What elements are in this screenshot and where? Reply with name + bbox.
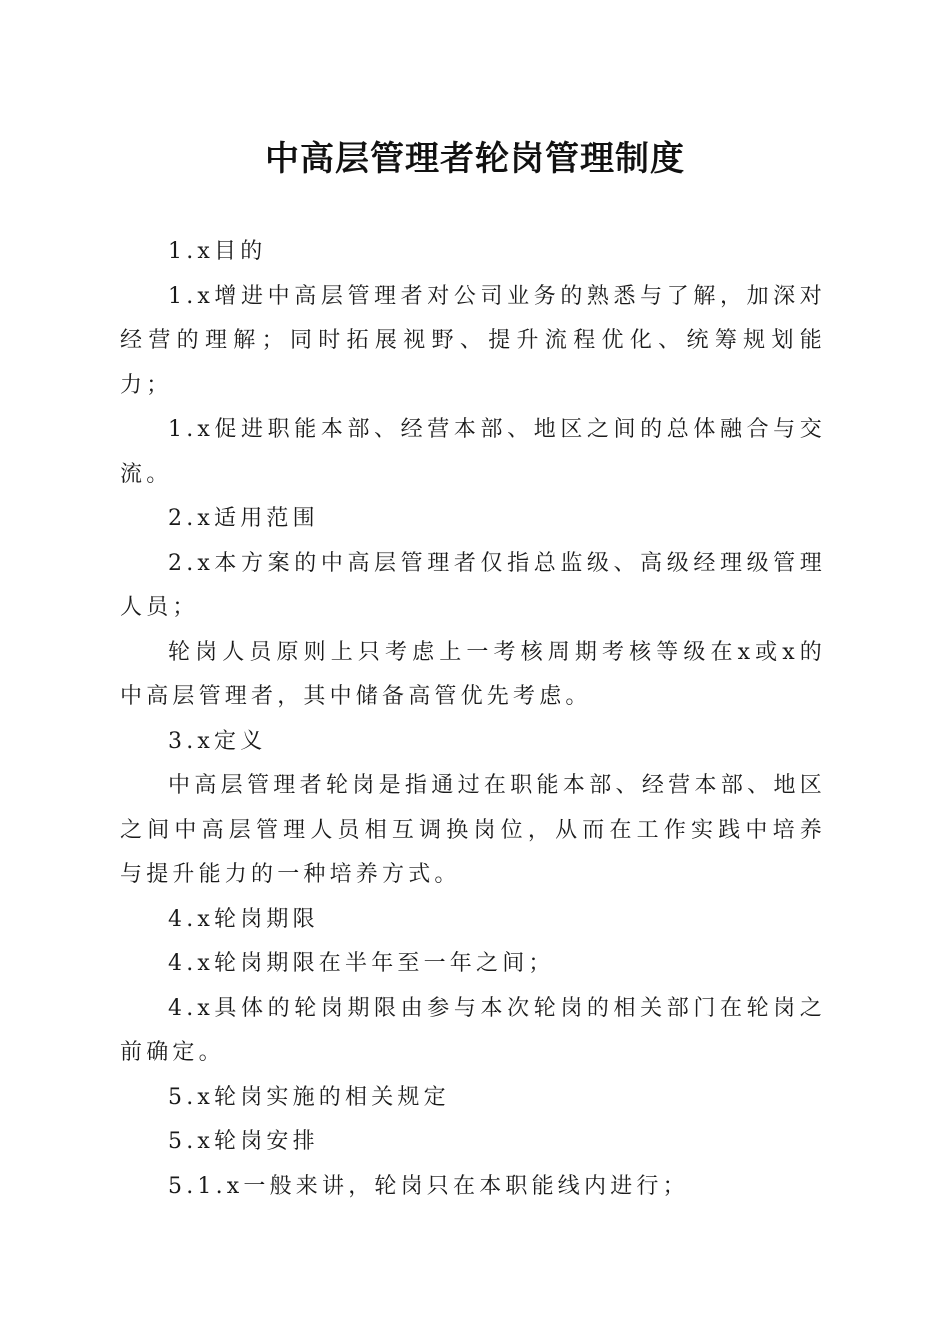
paragraph: 2.x本方案的中高层管理者仅指总监级、高级经理级管理人员； [120, 550, 826, 620]
section-heading-definition: 3.x定义 [168, 728, 267, 754]
paragraph: 4.x轮岗期限在半年至一年之间； [168, 951, 555, 976]
paragraph: 4.x具体的轮岗期限由参与本次轮岗的相关部门在轮岗之前确定。 [120, 995, 826, 1065]
section-heading-rules: 5.x轮岗实施的相关规定 [168, 1084, 450, 1110]
section-heading-term: 4.x轮岗期限 [168, 906, 319, 932]
section-heading-scope: 2.x适用范围 [168, 506, 319, 531]
document-title: 中高层管理者轮岗管理制度 [265, 139, 685, 179]
paragraph: 1.x增进中高层管理者对公司业务的熟悉与了解，加深对经营的理解；同时拓展视野、提升流程优化、统筹规划能力； [120, 283, 826, 398]
paragraph: 轮岗人员原则上只考虑上一考核周期考核等级在x或x的中高层管理者，其中储备高管优先考虑。 [120, 639, 826, 709]
paragraph: 1.x促进职能本部、经营本部、地区之间的总体融合与交流。 [120, 417, 826, 487]
paragraph: 中高层管理者轮岗是指通过在职能本部、经营本部、地区之间中高层管理人员相互调换岗位，从而在工作实践中培养与提升能力的一种培养方式。 [120, 773, 826, 887]
section-heading-purpose: 1.x目的 [168, 239, 267, 264]
subsection-heading-arrangement: 5.x轮岗安排 [168, 1129, 319, 1154]
paragraph: 5.1.x一般来讲，轮岗只在本职能线内进行； [168, 1173, 689, 1199]
document-body [120, 230, 826, 1209]
